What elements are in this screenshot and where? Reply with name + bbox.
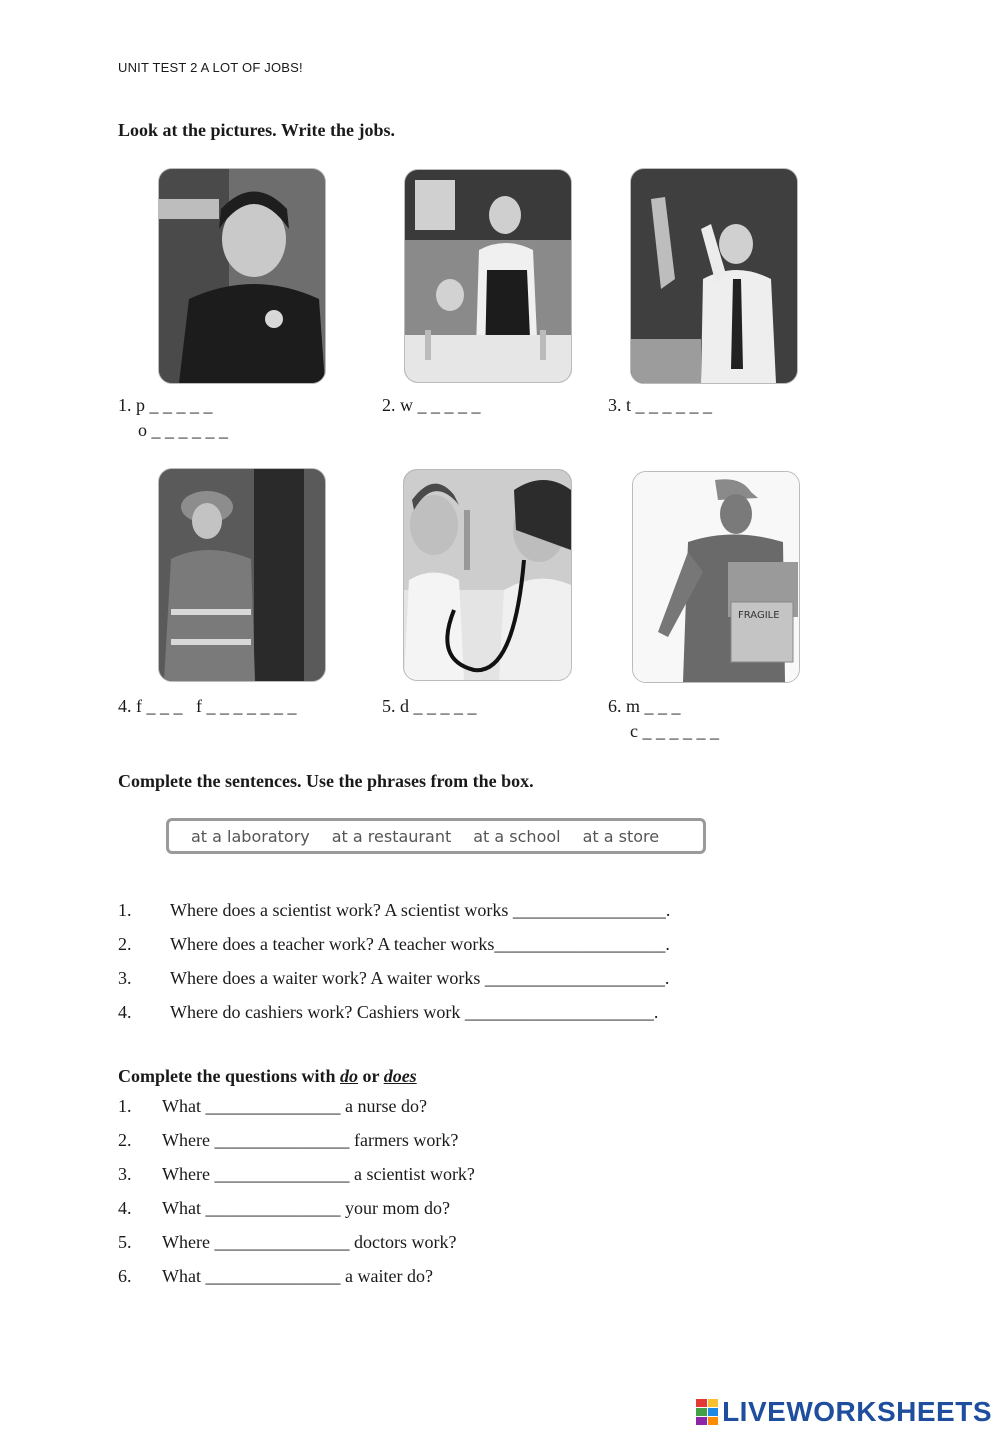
fragile-label: FRAGILE	[738, 610, 780, 621]
liveworksheets-wordmark: LIVEWORKSHEETS	[722, 1396, 992, 1427]
job-label-1b: o _ _ _ _ _ _	[138, 420, 228, 440]
phrase-1: at a laboratory	[191, 826, 310, 846]
job-label-6b: c _ _ _ _ _ _	[630, 721, 719, 741]
section3-word-do: do	[340, 1066, 359, 1086]
photo-waiter	[404, 169, 572, 383]
phrase-3: at a school	[473, 826, 561, 846]
section3-title	[118, 1066, 417, 1087]
liveworksheets-blocks-icon	[696, 1399, 718, 1425]
photo-police-officer	[158, 168, 326, 384]
question-4-num: 4.	[118, 1198, 132, 1218]
section3-word-does: does	[383, 1066, 417, 1086]
worksheet-header: UNIT TEST 2 A LOT OF JOBS!	[118, 60, 303, 75]
job-label-4: 4. f _ _ _ f _ _ _ _ _ _ _	[118, 696, 297, 716]
job-label-6: 6. m _ _ _	[608, 696, 681, 716]
photo-doctor	[403, 469, 572, 681]
sentence-4: Where do cashiers work? Cashiers work _____________________.	[170, 1002, 659, 1022]
question-6-num: 6.	[118, 1266, 132, 1286]
phrase-box	[166, 818, 706, 854]
sentence-3: Where does a waiter work? A waiter works ____________________.	[170, 968, 670, 988]
phrase-4: at a store	[582, 826, 660, 846]
section3-title-prefix: Complete the questions with	[118, 1066, 341, 1086]
job-label-5: 5. d _ _ _ _ _	[382, 696, 477, 716]
sentence-2: Where does a teacher work? A teacher works___________________.	[170, 934, 670, 954]
phrase-2: at a restaurant	[331, 826, 452, 846]
sentence-3-num: 3.	[118, 968, 132, 988]
photo-teacher	[630, 168, 798, 384]
question-2-num: 2.	[118, 1130, 132, 1150]
question-2: Where _______________ farmers work?	[162, 1130, 459, 1150]
job-label-1: 1. p _ _ _ _ _	[118, 395, 213, 415]
photo-mail-carrier	[632, 471, 800, 683]
sentence-1: Where does a scientist work? A scientist works _________________.	[170, 900, 671, 920]
sentence-4-num: 4.	[118, 1002, 132, 1022]
question-1: What _______________ a nurse do?	[162, 1096, 427, 1116]
sentence-1-num: 1.	[118, 900, 132, 920]
question-3-num: 3.	[118, 1164, 132, 1184]
question-3: Where _______________ a scientist work?	[162, 1164, 475, 1184]
question-5-num: 5.	[118, 1232, 132, 1252]
question-4: What _______________ your mom do?	[162, 1198, 450, 1218]
job-label-3: 3. t _ _ _ _ _ _	[608, 395, 713, 415]
section2-title: Complete the sentences. Use the phrases from the box.	[118, 771, 534, 791]
question-6: What _______________ a waiter do?	[162, 1266, 433, 1286]
liveworksheets-logo[interactable]	[696, 1396, 992, 1428]
section3-word-or: or	[358, 1066, 384, 1086]
job-label-2: 2. w _ _ _ _ _	[382, 395, 481, 415]
section1-title: Look at the pictures. Write the jobs.	[118, 120, 395, 140]
question-1-num: 1.	[118, 1096, 132, 1116]
photo-firefighter	[158, 468, 326, 682]
question-5: Where _______________ doctors work?	[162, 1232, 457, 1252]
sentence-2-num: 2.	[118, 934, 132, 954]
